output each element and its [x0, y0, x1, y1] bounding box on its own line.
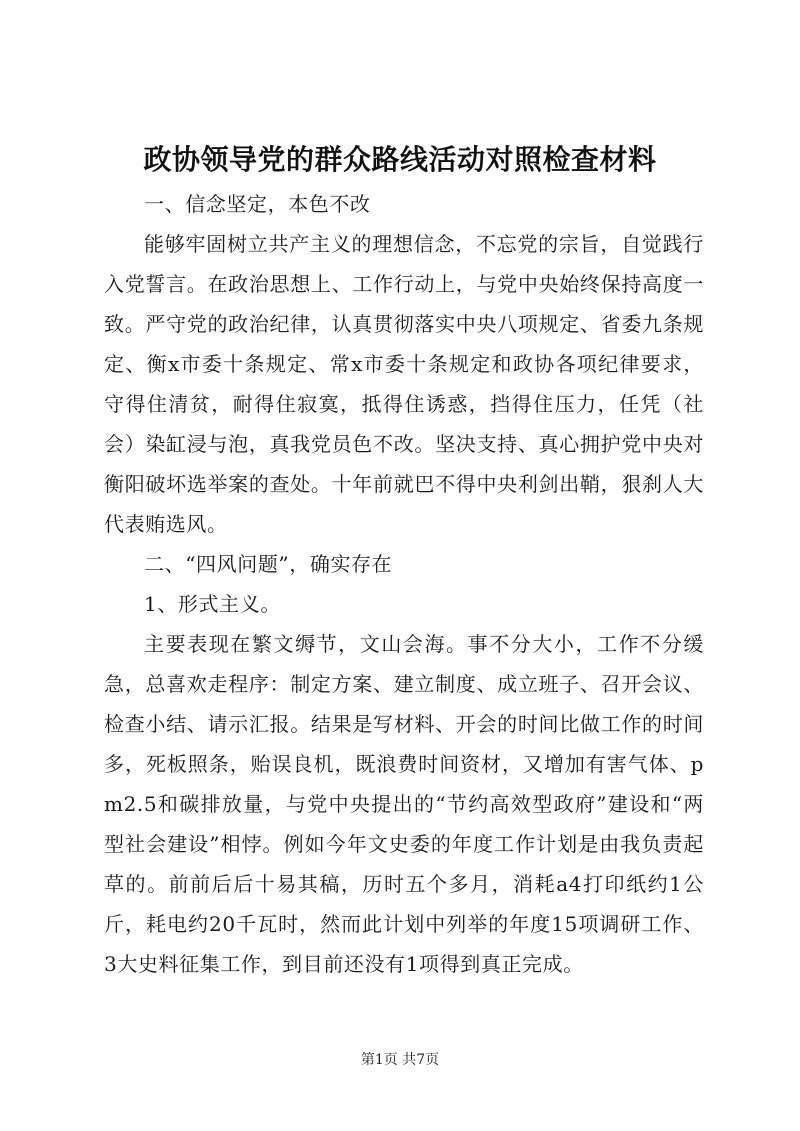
subsection-heading-1: 1、形式主义。 — [144, 592, 281, 616]
document-title: 政协领导党的群众路线活动对照检查材料 — [143, 143, 657, 176]
page-footer: 第1页 共7页 — [360, 1052, 440, 1068]
section-heading-2: 二、“四风问题”，确实存在 — [144, 552, 393, 576]
body-paragraph-2: 主要表现在繁文缛节，文山会海。事不分大小，工作不分缓急，总喜欢走程序：制定方案、建立制度、成立班子、召开会议、检查小结、请示汇报。结果是写材料、开会的时间比做工作的时间多，死板照条，贻误良机，既浪费时间资材，又增加有害气体、pm2.5和碳排放量，与党中央提出的“节约高效型政府”建设和“两型社会建设”相悖。例如今年文史委的年度工作计划是由我负责起草的。前前后后十易其稿，历时五个多月，消耗a4打印纸约1公斤，耗电约20千瓦时，然而此计划中列举的年度15项调研工作、3大史料征集工作，到目前还没有1项得到真正完成。 — [104, 632, 704, 976]
document-body — [104, 184, 704, 984]
body-paragraph-1: 能够牢固树立共产主义的理想信念，不忘党的宗旨，自觉践行入党誓言。在政治思想上、工作行动上，与党中央始终保持高度一致。严守党的政治纪律，认真贯彻落实中央八项规定、省委九条规定、衡x市委十条规定、常x市委十条规定和政协各项纪律要求，守得住清贫，耐得住寂寞，抵得住诱惑，挡得住压力，任凭（社会）染缸浸与泡，真我党员色不改。坚决支持、真心拥护党中央对衡阳破坏选举案的查处。十年前就巴不得中央利剑出鞘，狠刹人大代表贿选风。 — [104, 232, 704, 536]
section-heading-1: 一、信念坚定，本色不改 — [144, 192, 371, 216]
